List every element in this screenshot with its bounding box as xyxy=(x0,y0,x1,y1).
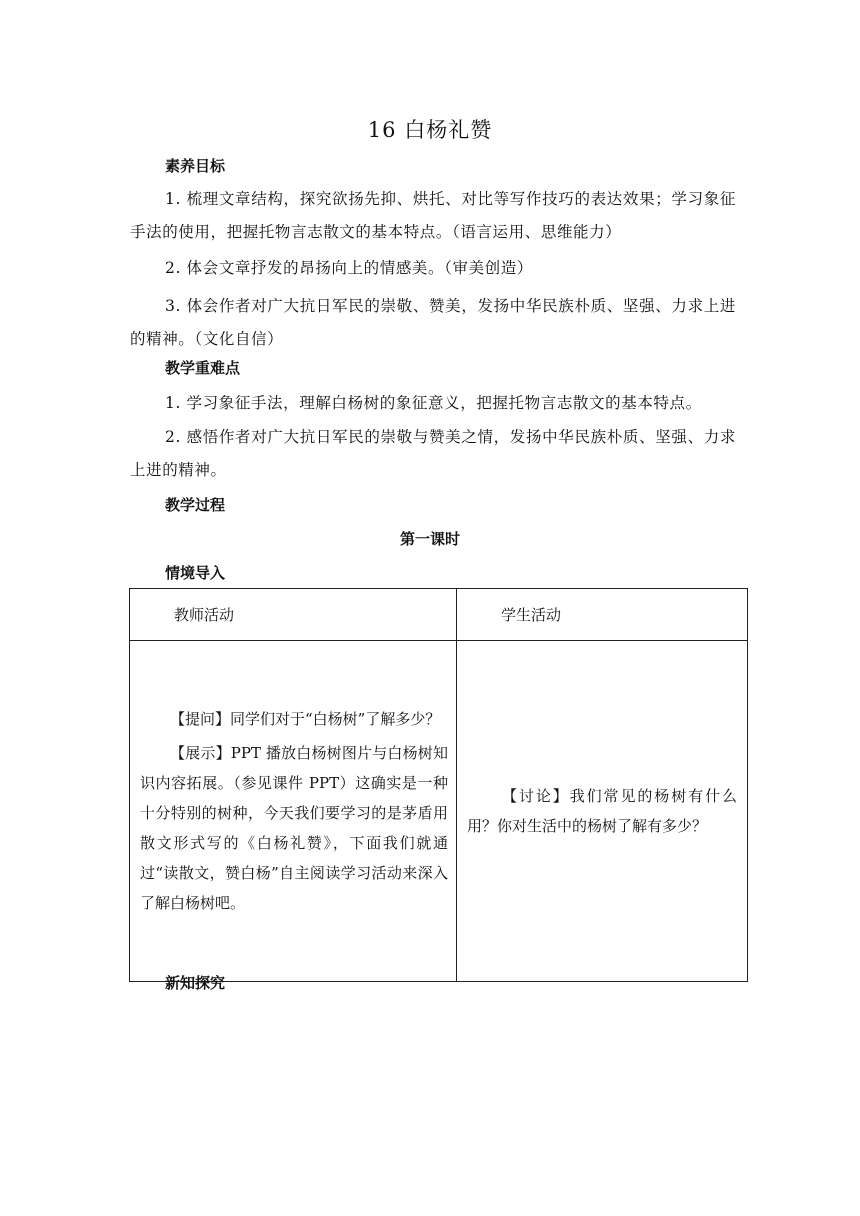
teacher-display: 【展示】PPT 播放白杨树图片与白杨树知识内容拓展。（参见课件 PPT）这确实是一种十分特别的树种，今天我们要学习的是茅盾用散文形式写的《白杨礼赞》，下面我们就通过“读散文，赞白杨”自主阅读学习活动来深入了解白杨树吧。 xyxy=(140,744,448,912)
goal-item-1: 1. 梳理文章结构，探究欲扬先抑、烘托、对比等写作技巧的表达效果；学习象征手法的使用，把握托物言志散文的基本特点。（语言运用、思维能力） xyxy=(130,190,736,241)
heading-intro: 情境导入 xyxy=(165,564,226,582)
header-student: 学生活动 xyxy=(457,589,748,641)
goal-item-3: 3. 体会作者对广大抗日军民的崇敬、赞美，发扬中华民族朴质、坚强、力求上进的精神。（文化自信） xyxy=(130,297,736,348)
student-discussion: 【讨论】我们常见的杨树有什么用？你对生活中的杨树了解有多少？ xyxy=(467,787,737,835)
goal-item-2: 2. 体会文章抒发的昂扬向上的情感美。（审美创造） xyxy=(165,259,533,277)
teacher-activity-cell xyxy=(130,641,457,982)
student-activity-cell xyxy=(457,641,748,982)
header-teacher: 教师活动 xyxy=(130,589,457,641)
key-item-1: 1. 学习象征手法，理解白杨树的象征意义，把握托物言志散文的基本特点。 xyxy=(165,394,702,412)
teacher-question: 【提问】同学们对于“白杨树”了解多少？ xyxy=(170,710,441,728)
heading-new-knowledge: 新知探究 xyxy=(165,974,226,992)
table-row xyxy=(130,641,748,982)
lesson-title: 第一课时 xyxy=(399,530,460,548)
page-title: 16 白杨礼赞 xyxy=(367,118,493,142)
key-item-2: 2. 感悟作者对广大抗日军民的崇敬与赞美之情，发扬中华民族朴质、坚强、力求上进的精神。 xyxy=(130,428,736,479)
table-header-row xyxy=(130,589,748,641)
activity-table xyxy=(129,588,748,982)
heading-process: 教学过程 xyxy=(165,496,226,514)
heading-key-points: 教学重难点 xyxy=(165,359,241,377)
heading-goals: 素养目标 xyxy=(165,157,226,175)
